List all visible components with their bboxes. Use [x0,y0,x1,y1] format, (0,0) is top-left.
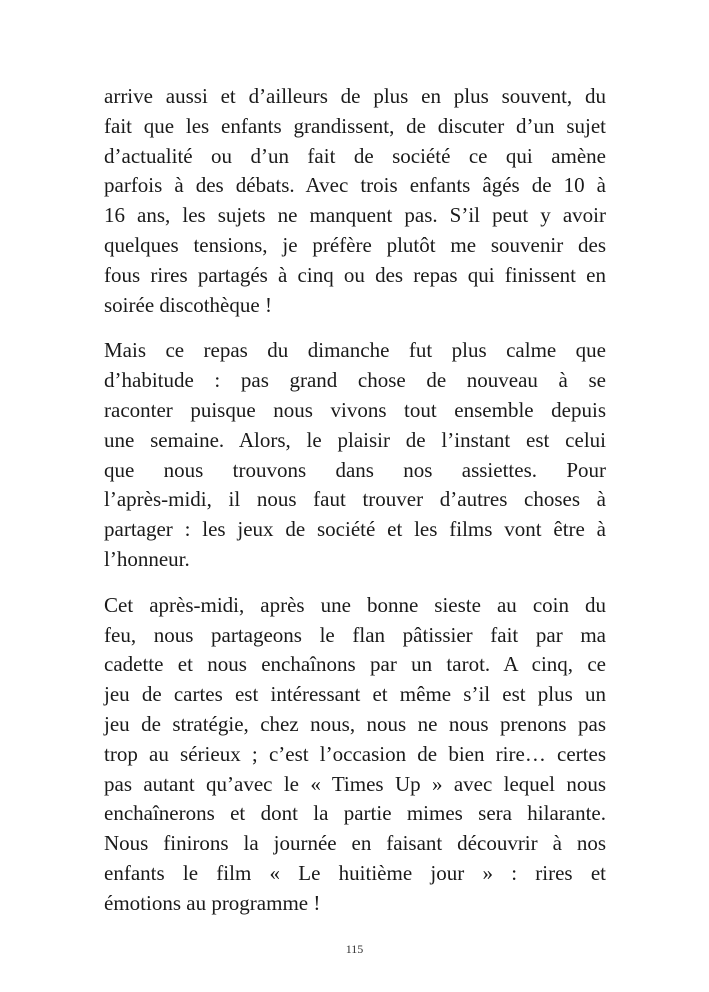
text-line: une semaine. Alors, le plaisir de l’instant est celui [104,427,606,452]
text-line: fous rires partagés à cinq ou des repas qui finissent en [104,262,606,287]
text-line: Mais ce repas du dimanche fut plus calme que [104,338,606,363]
paragraph-3 [104,591,606,919]
text-line: d’actualité ou d’un fait de société ce qui amène [104,143,606,168]
text-line: cadette et nous enchaînons par un tarot. A cinq, ce [104,652,606,677]
text-line: pas autant qu’avec le « Times Up » avec lequel nous [104,771,606,796]
text-line: que nous trouvons dans nos assiettes. Pour [104,457,606,482]
text-line: quelques tensions, je préfère plutôt me souvenir des [104,232,606,257]
text-line: Nous finirons la journée en faisant découvrir à nos [104,831,606,856]
text-line: trop au sérieux ; c’est l’occasion de bien rire… certes [104,741,606,766]
paragraph-2 [104,336,606,574]
text-line: 16 ans, les sujets ne manquent pas. S’il peut y avoir [104,203,606,228]
text-line: d’habitude : pas grand chose de nouveau à se [104,368,606,393]
text-line: émotions au programme ! [104,890,321,915]
text-line: jeu de stratégie, chez nous, nous ne nous prenons pas [104,711,606,736]
text-line: enfants le film « Le huitième jour » : rires et [104,860,606,885]
paragraph-1 [104,82,606,320]
text-line: feu, nous partageons le flan pâtissier fait par ma [104,622,606,647]
text-line: l’après-midi, il nous faut trouver d’autres choses à [104,487,606,512]
text-line: Cet après-midi, après une bonne sieste au coin du [104,592,606,617]
page-number: 115 [345,942,364,956]
text-line: arrive aussi et d’ailleurs de plus en plus souvent, du [104,84,606,108]
body-text [104,82,606,935]
text-line: enchaînerons et dont la partie mimes sera hilarante. [104,801,606,826]
text-line: soirée discothèque ! [104,292,272,317]
text-line: raconter puisque nous vivons tout ensemble depuis [104,397,606,422]
text-line: partager : les jeux de société et les films vont être à [104,517,606,542]
text-line: jeu de cartes est intéressant et même s’il est plus un [104,682,606,707]
text-line: fait que les enfants grandissent, de discuter d’un sujet [104,113,606,138]
text-line: l’honneur. [104,546,190,571]
text-line: parfois à des débats. Avec trois enfants âgés de 10 à [104,173,606,198]
